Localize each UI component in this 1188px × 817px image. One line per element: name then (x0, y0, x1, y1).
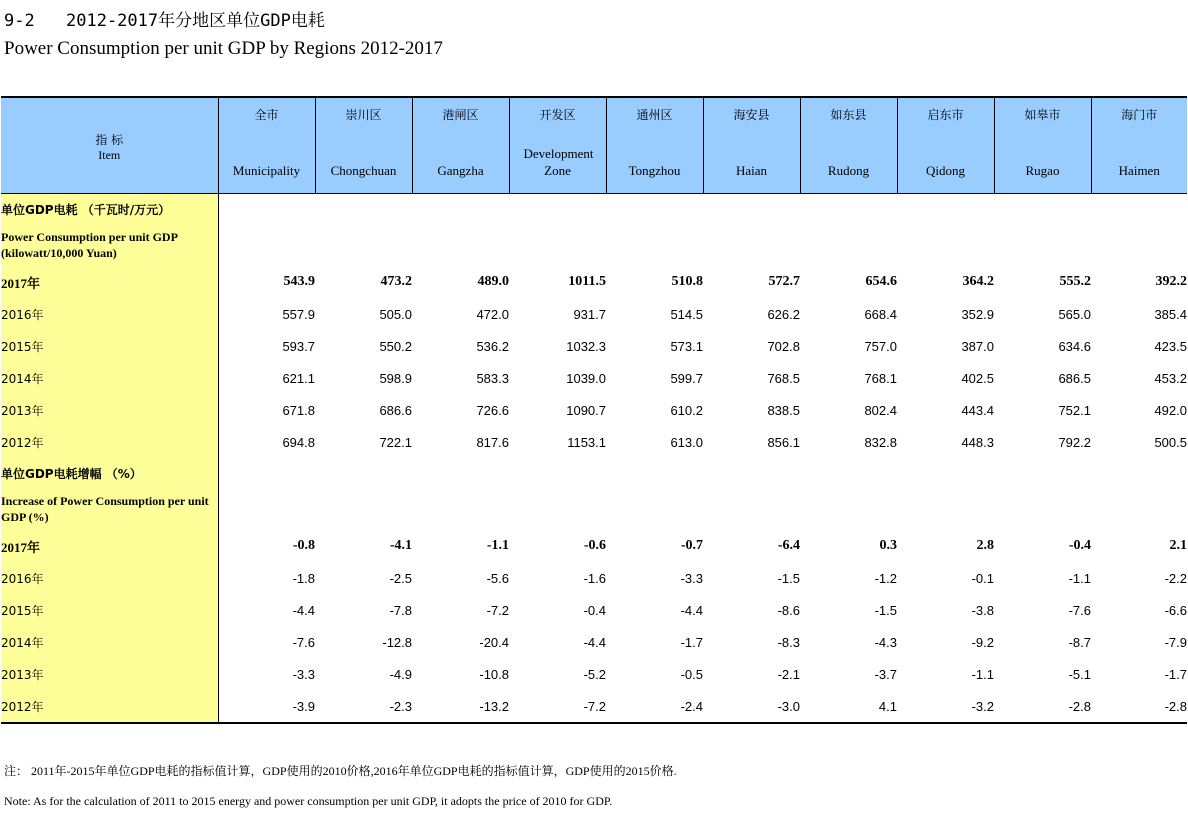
table-cell: -5.2 (583, 666, 606, 682)
header-col-cn: 如东县 (830, 108, 867, 122)
table-cell: 2.8 (976, 538, 994, 553)
header-col (703, 97, 800, 194)
table-cell: 1153.1 (567, 434, 606, 450)
table-cell: -7.6 (292, 634, 315, 650)
table-row (1, 266, 1187, 298)
table-cell: -8.7 (1068, 634, 1091, 650)
table-cell: 550.2 (379, 338, 412, 354)
table-cell: 489.0 (477, 274, 509, 289)
table-title-en: Power Consumption per unit GDP by Regions 2012-2017 (4, 38, 443, 59)
header-col-en: Qidong (926, 163, 965, 178)
table-cell: -4.4 (680, 602, 703, 618)
table-cell: -1.2 (874, 570, 897, 586)
row-year-label: 2015年 (1, 330, 218, 362)
table-cell: 671.8 (282, 402, 315, 418)
section-filler (218, 488, 1187, 530)
table-cell: -20.4 (479, 634, 509, 650)
table-cell: 565.0 (1058, 306, 1091, 322)
table-cell: 634.6 (1058, 338, 1091, 354)
table-cell: 613.0 (670, 434, 703, 450)
table-cell: 599.7 (670, 370, 703, 386)
table-cell: 838.5 (767, 402, 800, 418)
table-cell: -0.6 (583, 538, 606, 553)
row-year-label: 2015年 (1, 594, 218, 626)
table-cell: -1.5 (874, 602, 897, 618)
table-cell: -2.5 (389, 570, 412, 586)
table-cell: -4.1 (389, 538, 412, 553)
header-item-cn: 指 标 (95, 133, 124, 147)
header-row (1, 97, 1187, 194)
table-cell: -5.6 (486, 570, 509, 586)
header-col-en: Tongzhou (628, 163, 681, 178)
table-cell: -0.4 (1068, 538, 1091, 553)
table-cell: -7.8 (389, 602, 412, 618)
table-cell: -7.6 (1068, 602, 1091, 618)
table-cell: 453.2 (1154, 370, 1187, 386)
section-filler (218, 194, 1187, 225)
header-col-cn: 海门市 (1121, 108, 1158, 122)
header-col-en: Chongchuan (330, 163, 397, 178)
table-cell: 557.9 (282, 306, 315, 322)
table-cell: 856.1 (767, 434, 800, 450)
header-col-en: Gangzha (437, 163, 484, 178)
table-cell: 832.8 (864, 434, 897, 450)
table-cell: -4.4 (583, 634, 606, 650)
header-col-en: Development Zone (523, 146, 594, 178)
row-year-label: 2017年 (1, 266, 218, 298)
header-item (1, 97, 218, 194)
header-col-cn: 港闸区 (442, 108, 479, 122)
table-cell: -2.3 (315, 690, 412, 723)
table-cell: -2.8 (1091, 690, 1187, 723)
table-cell: 593.7 (282, 338, 315, 354)
table-cell: 694.8 (282, 434, 315, 450)
header-col-cn: 崇川区 (345, 108, 382, 122)
table-cell: -0.7 (680, 538, 703, 553)
table-cell: -4.3 (874, 634, 897, 650)
header-col (315, 97, 412, 194)
row-year-label: 2014年 (1, 362, 218, 394)
table-cell: 768.5 (767, 370, 800, 386)
section-title-en: Increase of Power Consumption per unit GDP (%) (1, 488, 218, 530)
section-title-row (1, 458, 1187, 488)
table-cell: -3.3 (680, 570, 703, 586)
header-col-en: Haian (735, 163, 768, 178)
table-cell: -6.4 (777, 538, 800, 553)
table-cell: -2.2 (1164, 570, 1187, 586)
table-cell: -4.4 (292, 602, 315, 618)
table-cell: -1.6 (583, 570, 606, 586)
table-row (1, 594, 1187, 626)
table-cell: -1.1 (971, 666, 994, 682)
table-cell: 931.7 (573, 306, 606, 322)
table-cell: -7.2 (486, 602, 509, 618)
table-cell: 4.1 (800, 690, 897, 723)
table-cell: -8.3 (777, 634, 800, 650)
table-cell: 505.0 (379, 306, 412, 322)
table-row (1, 658, 1187, 690)
table-cell: -2.1 (777, 666, 800, 682)
table-cell: -3.0 (703, 690, 800, 723)
header-col-cn: 通州区 (636, 108, 673, 122)
table-cell: 654.6 (865, 274, 897, 289)
table-cell: -1.7 (1164, 666, 1187, 682)
table-cell: -12.8 (382, 634, 412, 650)
table-cell: 1090.7 (566, 402, 606, 418)
table-title-cn (4, 6, 325, 31)
header-col-cn: 开发区 (539, 108, 576, 122)
table-cell: -8.6 (777, 602, 800, 618)
header-col-en: Haimen (1118, 163, 1160, 178)
table-body (1, 194, 1187, 724)
table-cell: 492.0 (1154, 402, 1187, 418)
data-table (1, 96, 1187, 724)
header-item-en: Item (98, 148, 121, 162)
table-cell: 722.1 (379, 434, 412, 450)
header-col (1091, 97, 1187, 194)
section-filler (218, 224, 1187, 266)
table-cell: -1.8 (292, 570, 315, 586)
header-col (606, 97, 703, 194)
header-col-en: Rudong (827, 163, 870, 178)
table-cell: 500.5 (1154, 434, 1187, 450)
header-col (800, 97, 897, 194)
table-cell: -1.1 (1068, 570, 1091, 586)
table-cell: 792.2 (1058, 434, 1091, 450)
table-cell: 443.4 (961, 402, 994, 418)
table-cell: -10.8 (479, 666, 509, 682)
table-cell: 402.5 (961, 370, 994, 386)
section-subtitle-row (1, 224, 1187, 266)
table-cell: 1032.3 (566, 338, 606, 354)
table-cell: 1039.0 (566, 370, 606, 386)
table-row (1, 690, 1187, 723)
table-cell: 510.8 (671, 274, 703, 289)
table-cell: 817.6 (476, 434, 509, 450)
table-cell: 555.2 (1059, 274, 1091, 289)
note-cn: 注： 2011年-2015年单位GDP电耗的指标值计算，GDP使用的2010价格,2016年单位GDP电耗的指标值计算，GDP使用的2015价格. (4, 764, 677, 778)
table-cell: 702.8 (767, 338, 800, 354)
header-col-cn: 海安县 (733, 108, 770, 122)
table-cell: -0.8 (292, 538, 315, 553)
table-cell: 472.0 (476, 306, 509, 322)
table-cell: -3.9 (218, 690, 315, 723)
row-year-label: 2014年 (1, 626, 218, 658)
table-cell: 573.1 (670, 338, 703, 354)
row-year-label: 2012年 (1, 690, 218, 723)
table-cell: 2.1 (1169, 538, 1187, 553)
table-cell: 598.9 (379, 370, 412, 386)
table-cell: -9.2 (971, 634, 994, 650)
table-cell: -13.2 (412, 690, 509, 723)
table-cell: 364.2 (962, 274, 994, 289)
table-row (1, 394, 1187, 426)
table-cell: 668.4 (864, 306, 897, 322)
table-title-cn-text: 2012-2017年分地区单位GDP电耗 (66, 11, 325, 31)
row-year-label: 2013年 (1, 658, 218, 690)
header-col-en: Rugao (1025, 163, 1060, 178)
table-cell: 423.5 (1154, 338, 1187, 354)
table-cell: -1.7 (680, 634, 703, 650)
table-cell: 392.2 (1155, 274, 1187, 289)
table-cell: -1.1 (486, 538, 509, 553)
table-row (1, 626, 1187, 658)
table-cell: 583.3 (476, 370, 509, 386)
table-cell: 610.2 (670, 402, 703, 418)
table-cell: -7.2 (509, 690, 606, 723)
table-cell: 536.2 (476, 338, 509, 354)
header-col (509, 97, 606, 194)
table-cell: 572.7 (768, 274, 800, 289)
table-cell: -5.1 (1068, 666, 1091, 682)
row-year-label: 2012年 (1, 426, 218, 458)
table-cell: -7.9 (1164, 634, 1187, 650)
table-cell: -0.1 (971, 570, 994, 586)
table-cell: -1.5 (777, 570, 800, 586)
table-row (1, 426, 1187, 458)
table-cell: 448.3 (961, 434, 994, 450)
header-col-cn: 启东市 (927, 108, 964, 122)
table-cell: 686.5 (1058, 370, 1091, 386)
table-cell: -3.8 (971, 602, 994, 618)
header-col-cn: 全市 (254, 108, 279, 122)
header-col (897, 97, 994, 194)
table-cell: 768.1 (864, 370, 897, 386)
table-cell: 385.4 (1154, 306, 1187, 322)
table-row (1, 298, 1187, 330)
table-row (1, 562, 1187, 594)
table-cell: -3.2 (897, 690, 994, 723)
row-year-label: 2016年 (1, 562, 218, 594)
table-cell: -4.9 (389, 666, 412, 682)
note-en: Note: As for the calculation of 2011 to 2015 energy and power consumption per unit GDP, it adopts the price of 2010 for GDP. (4, 794, 613, 808)
section-filler (218, 458, 1187, 488)
table-cell: -2.4 (606, 690, 703, 723)
section-subtitle-row (1, 488, 1187, 530)
table-cell: 543.9 (283, 274, 315, 289)
row-year-label: 2017年 (1, 530, 218, 562)
header-col-en: Municipality (232, 163, 301, 178)
row-year-label: 2016年 (1, 298, 218, 330)
table-cell: 0.3 (879, 538, 897, 553)
table-cell: 473.2 (380, 274, 412, 289)
table-cell: -0.5 (680, 666, 703, 682)
row-year-label: 2013年 (1, 394, 218, 426)
table-cell: -2.8 (994, 690, 1091, 723)
table-cell: 621.1 (282, 370, 315, 386)
table-row (1, 362, 1187, 394)
table-cell: -0.4 (583, 602, 606, 618)
table-cell: 757.0 (864, 338, 897, 354)
header-col (412, 97, 509, 194)
section-title-en: Power Consumption per unit GDP (kilowatt/10,000 Yuan) (1, 224, 218, 266)
table-cell: 352.9 (961, 306, 994, 322)
section-title-row (1, 194, 1187, 225)
header-col (218, 97, 315, 194)
table-cell: 726.6 (476, 402, 509, 418)
table-cell: 626.2 (767, 306, 800, 322)
section-title-cn: 单位GDP电耗 （千瓦时/万元） (1, 194, 218, 225)
header-col (994, 97, 1091, 194)
table-cell: -3.3 (292, 666, 315, 682)
table-row (1, 330, 1187, 362)
table-number: 9-2 (4, 11, 35, 31)
table-cell: -6.6 (1164, 602, 1187, 618)
header-col-cn: 如皋市 (1024, 108, 1061, 122)
table-cell: 387.0 (961, 338, 994, 354)
table-cell: 686.6 (379, 402, 412, 418)
section-title-cn: 单位GDP电耗增幅 （%） (1, 458, 218, 488)
table-cell: 802.4 (864, 402, 897, 418)
table-cell: 514.5 (670, 306, 703, 322)
table-cell: 1011.5 (568, 274, 606, 289)
table-cell: 752.1 (1058, 402, 1091, 418)
table-cell: -3.7 (874, 666, 897, 682)
table-row (1, 530, 1187, 562)
